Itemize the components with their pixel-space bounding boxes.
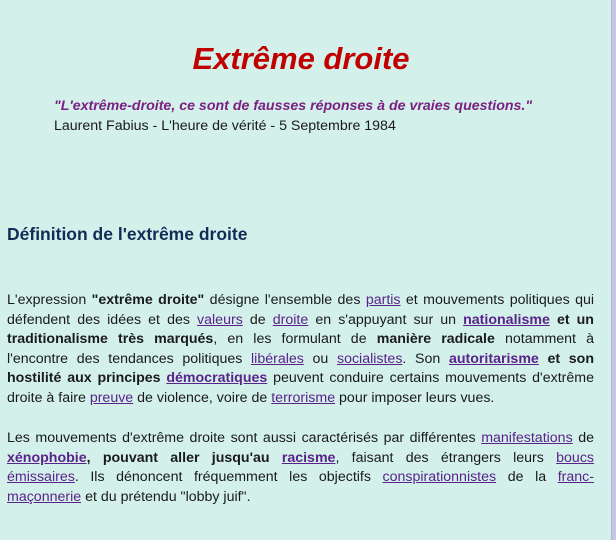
text-span: Les mouvements d'extrême droite sont aussi caractérisés par différentes xyxy=(7,430,482,446)
quote-citation: Laurent Fabius - L'heure de vérité - 5 Septembre 1984 xyxy=(54,118,396,134)
bold-term: manière radicale xyxy=(376,331,495,348)
link-terrorisme[interactable]: terrorisme xyxy=(271,389,336,406)
bold-term: , pouvant aller jusqu'au xyxy=(86,449,282,466)
link-preuve[interactable]: preuve xyxy=(89,389,134,406)
link-manifestations[interactable]: manifestations xyxy=(481,430,573,446)
text-span: et du prétendu "lobby juif". xyxy=(81,488,251,505)
bold-term: et un traditionalisme très marqués xyxy=(7,311,594,348)
text-span: peuvent conduire certains mouvements d'extrême droite à faire xyxy=(7,370,594,406)
text-span: en s'appuyant sur un xyxy=(308,311,464,328)
text-span: de violence, voire de xyxy=(133,389,272,406)
text-span: de la xyxy=(496,469,558,486)
section-title: Définition de l'extrême droite xyxy=(7,224,248,244)
quote-block xyxy=(54,97,548,136)
text-span: , en les formulant de xyxy=(213,331,377,348)
text-span: . Ils dénoncent fréquemment les objectifs xyxy=(74,469,383,486)
link-droite[interactable]: droite xyxy=(272,311,309,328)
bold-term: "extrême droite" xyxy=(91,292,205,308)
page-title: Extrême droite xyxy=(192,40,410,76)
text-span: . Son xyxy=(402,350,449,367)
link-autoritarisme[interactable]: autoritarisme xyxy=(448,350,539,367)
link-liberales[interactable]: libérales xyxy=(251,350,304,367)
text-span: désigne l'ensemble des xyxy=(204,292,366,308)
link-xenophobie[interactable]: xénophobie xyxy=(7,449,87,466)
link-nationalisme[interactable]: nationalisme xyxy=(463,311,550,328)
characteristics-paragraph xyxy=(7,429,594,507)
link-racisme[interactable]: racisme xyxy=(281,449,336,466)
link-socialistes[interactable]: socialistes xyxy=(336,350,403,367)
link-boucs-emissaires[interactable]: boucs émissaires xyxy=(7,449,595,486)
quote-text: "L'extrême-droite, ce sont de fausses réponses à de vraies questions." xyxy=(54,98,533,114)
text-span: L'expression xyxy=(7,292,92,308)
text-span: de xyxy=(242,311,273,328)
link-franc-maconnerie[interactable]: franc-maçonnerie xyxy=(7,469,594,505)
text-span: ou xyxy=(303,350,337,367)
text-span: , faisant des étrangers leurs xyxy=(335,449,557,466)
bold-term: et son hostilité aux principes xyxy=(7,350,594,387)
link-democratiques[interactable]: démocratiques xyxy=(166,370,268,387)
text-span: notamment à l'encontre des tendances politiques xyxy=(7,331,594,367)
definition-paragraph xyxy=(7,291,594,409)
link-conspirationnistes[interactable]: conspirationnistes xyxy=(382,469,497,486)
text-span: pour imposer leurs vues. xyxy=(335,389,495,406)
window-right-edge xyxy=(611,0,616,540)
link-valeurs[interactable]: valeurs xyxy=(197,311,243,328)
link-partis[interactable]: partis xyxy=(365,292,401,308)
text-span: de xyxy=(572,430,594,446)
text-span: et mouvements politiques qui défendent des idées et des xyxy=(7,292,595,328)
